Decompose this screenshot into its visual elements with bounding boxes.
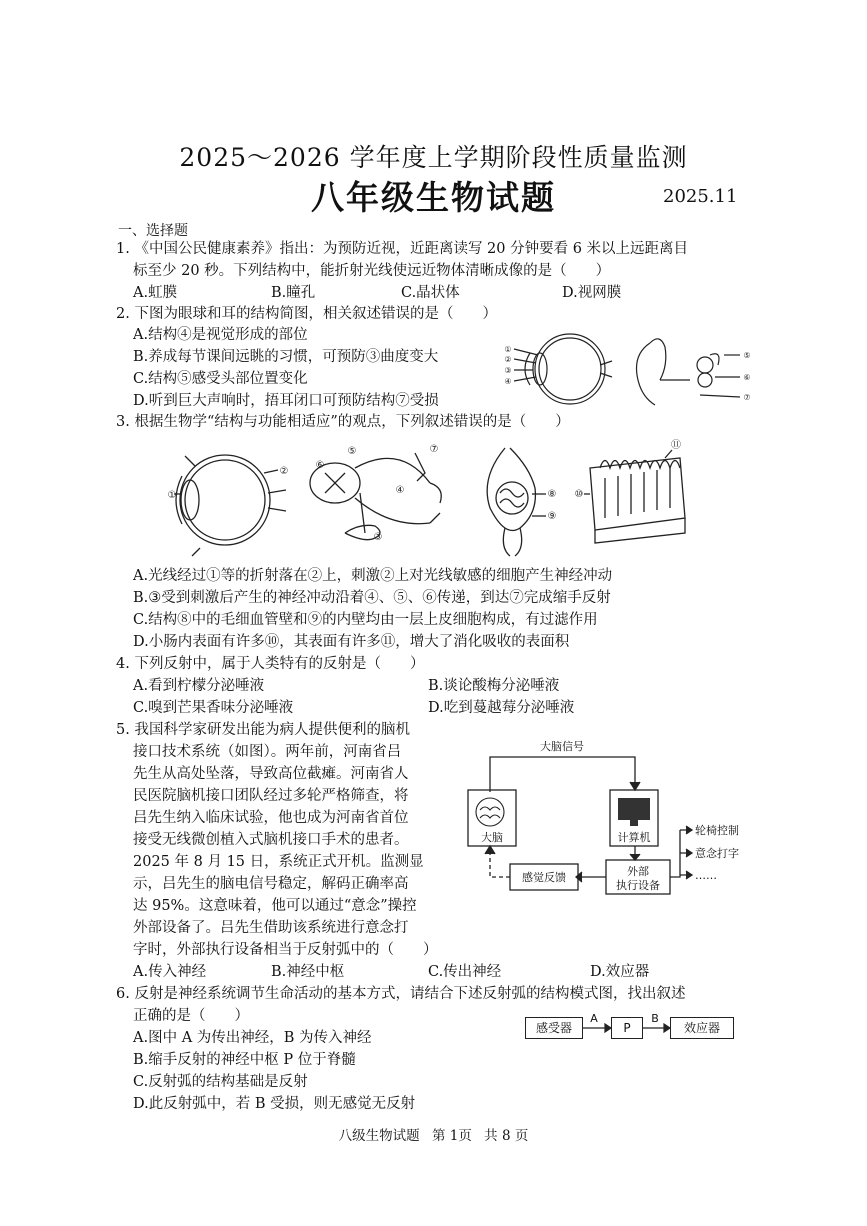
footer-subject: 八级生物试题 [338, 1128, 420, 1144]
eye-diagram [514, 334, 612, 404]
exam-title: 2025～2026 学年度上学期阶段性质量监测 [179, 143, 688, 172]
center-p-box: P [611, 1017, 643, 1039]
q3-label-11: ⑪ [671, 440, 681, 451]
q3-structures-figure [160, 438, 700, 563]
q4-option-b[interactable]: B.谈论酸梅分泌唾液 [428, 678, 560, 694]
device-label-line1: 外部 [627, 865, 649, 878]
q3-label-10: ⑩ [574, 489, 584, 500]
q2-option-d[interactable]: D.听到巨大声响时，捂耳闭口可预防结构⑦受损 [133, 393, 439, 409]
q6-option-a[interactable]: A.图中 A 为传出神经，B 为传入神经 [133, 1030, 372, 1046]
q3-label-8: ⑧ [547, 489, 557, 500]
q2-option-b[interactable]: B.养成每节课间远眺的习惯，可预防③曲度变大 [133, 349, 439, 365]
q6-stem-line1: 6. 反射是神经系统调节生命活动的基本方式，请结合下述反射弧的结构模式图，找出叙述 [116, 986, 686, 1002]
q5-line-11: 字时，外部执行设备相当于反射弧中的（ ） [133, 942, 438, 958]
q3-label-9: ⑨ [547, 511, 557, 522]
eye-label-3: ③ [504, 366, 512, 375]
q6-option-c[interactable]: C.反射弧的结构基础是反射 [133, 1074, 308, 1090]
q3-option-d[interactable]: D.小肠内表面有许多⑩，其表面有许多⑪，增大了消化吸收的表面积 [133, 634, 570, 650]
device-label-line2: 执行设备 [616, 879, 660, 892]
q5-option-a[interactable]: A.传入神经 [133, 964, 207, 980]
q5-line-5: 吕先生纳入临床试验，他也成为河南省首位 [133, 810, 409, 826]
brain-icon [476, 798, 504, 826]
ear-diagram [637, 339, 741, 405]
q5-line-1: 5. 我国科学家研发出能为病人提供便利的脑机 [116, 722, 410, 738]
q1-option-c[interactable]: C.晶状体 [401, 285, 460, 301]
ear-label-5: ⑤ [743, 351, 751, 360]
q3-nephron [487, 448, 546, 556]
q3-label-1: ① [167, 490, 177, 501]
q3-reflex-arc [310, 453, 441, 540]
q2-eye-ear-figure [500, 325, 770, 413]
q3-label-5: ⑤ [347, 446, 357, 457]
brain-label: 大脑 [481, 831, 503, 844]
q3-option-b[interactable]: B.③受到刺激后产生的神经冲动沿着④、⑤、⑥传递，到达⑦完成缩手反射 [133, 590, 611, 606]
q3-option-a[interactable]: A.光线经过①等的折射落在②上，刺激②上对光线敏感的细胞产生神经冲动 [133, 568, 613, 584]
q6-option-b[interactable]: B.缩手反射的神经中枢 P 位于脊髓 [133, 1052, 356, 1068]
q3-intestine [584, 450, 685, 543]
q1-stem-line1: 1. 《中国公民健康素养》指出：为预防近视，近距离读写 20 分钟要看 6 米以上远距离目 [116, 241, 689, 257]
q6-stem-line2: 正确的是（ ） [133, 1008, 249, 1024]
computer-icon [618, 798, 650, 826]
computer-label: 计算机 [617, 831, 651, 844]
q4-option-a[interactable]: A.看到柠檬分泌唾液 [133, 678, 265, 694]
receptor-box: 感受器 [525, 1017, 583, 1039]
q2-option-a[interactable]: A.结构④是视觉形成的部位 [133, 327, 308, 343]
brain-signal-label: 大脑信号 [540, 740, 584, 753]
q3-option-c[interactable]: C.结构⑧中的毛细血管壁和⑨的内壁均由一层上皮细胞构成，有过滤作用 [133, 612, 598, 628]
q5-line-8: 示，吕先生的脑电信号稳定，解码正确率高 [133, 876, 409, 892]
exam-subtitle: 八年级生物试题 [311, 178, 556, 217]
q3-eye [174, 455, 286, 556]
q5-option-c[interactable]: C.传出神经 [428, 964, 502, 980]
q5-line-9: 达 95%。这意味着，他可以通过“意念”操控 [133, 898, 417, 914]
q3-label-2: ② [279, 466, 289, 477]
q1-option-a[interactable]: A.虹膜 [133, 285, 178, 301]
effector-box: 效应器 [670, 1017, 734, 1039]
output-typing: 意念打字 [695, 847, 739, 860]
nerve-b-label: B [651, 1012, 659, 1025]
q5-option-d[interactable]: D.效应器 [590, 964, 650, 980]
q5-line-4: 民医院脑机接口团队经过多轮严格筛查，将 [133, 788, 409, 804]
feedback-label: 感觉反馈 [522, 871, 566, 884]
bci-diagram [460, 730, 770, 905]
q1-stem-line2: 标至少 20 秒。下列结构中，能折射光线使远近物体清晰成像的是（ ） [133, 263, 611, 279]
footer-total: 共 8 页 [484, 1128, 529, 1144]
q3-label-7: ⑦ [429, 444, 439, 455]
eye-label-1: ① [504, 345, 512, 354]
q2-option-c[interactable]: C.结构⑤感受头部位置变化 [133, 371, 308, 387]
q1-option-b[interactable]: B.瞳孔 [271, 285, 316, 301]
q3-label-3: ③ [373, 532, 383, 543]
q5-line-3: 先生从高处坠落，导致高位截瘫。河南省人 [133, 766, 409, 782]
q4-option-c[interactable]: C.嗅到芒果香味分泌唾液 [133, 700, 294, 716]
q3-label-4: ④ [395, 485, 405, 496]
eye-label-4: ④ [504, 377, 512, 386]
q5-line-10: 外部设备了。吕先生借助该系统进行意念打 [133, 920, 409, 936]
q4-option-d[interactable]: D.吃到蔓越莓分泌唾液 [428, 700, 575, 716]
q1-option-d[interactable]: D.视网膜 [562, 285, 622, 301]
q5-option-b[interactable]: B.神经中枢 [271, 964, 345, 980]
output-wheelchair: 轮椅控制 [695, 824, 739, 837]
ear-label-7: ⑦ [743, 393, 751, 402]
q3-stem: 3. 根据生物学“结构与功能相适应”的观点，下列叙述错误的是（ ） [116, 414, 570, 430]
eye-label-2: ② [504, 355, 512, 364]
q5-line-7: 2025 年 8 月 15 日，系统正式开机。监测显 [133, 854, 424, 870]
ear-label-6: ⑥ [743, 373, 751, 382]
output-more: …… [695, 869, 717, 882]
section-heading: 一、选择题 [118, 223, 188, 239]
footer-page: 第 1页 [431, 1128, 472, 1144]
q2-stem: 2. 下图为眼球和耳的结构简图，相关叙述错误的是（ ） [116, 306, 497, 322]
q6-arrows [580, 1008, 675, 1040]
exam-date: 2025.11 [663, 186, 738, 207]
q5-line-2: 接口技术系统（如图）。两年前，河南省吕 [133, 744, 402, 760]
q5-line-6: 接受无线微创植入式脑机接口手术的患者。 [133, 832, 409, 848]
nerve-a-label: A [590, 1012, 598, 1025]
page-footer [0, 1124, 867, 1144]
q6-option-d[interactable]: D.此反射弧中，若 B 受损，则无感觉无反射 [133, 1096, 416, 1112]
q4-stem: 4. 下列反射中，属于人类特有的反射是（ ） [116, 656, 425, 672]
q3-label-6: ⑥ [315, 460, 325, 471]
